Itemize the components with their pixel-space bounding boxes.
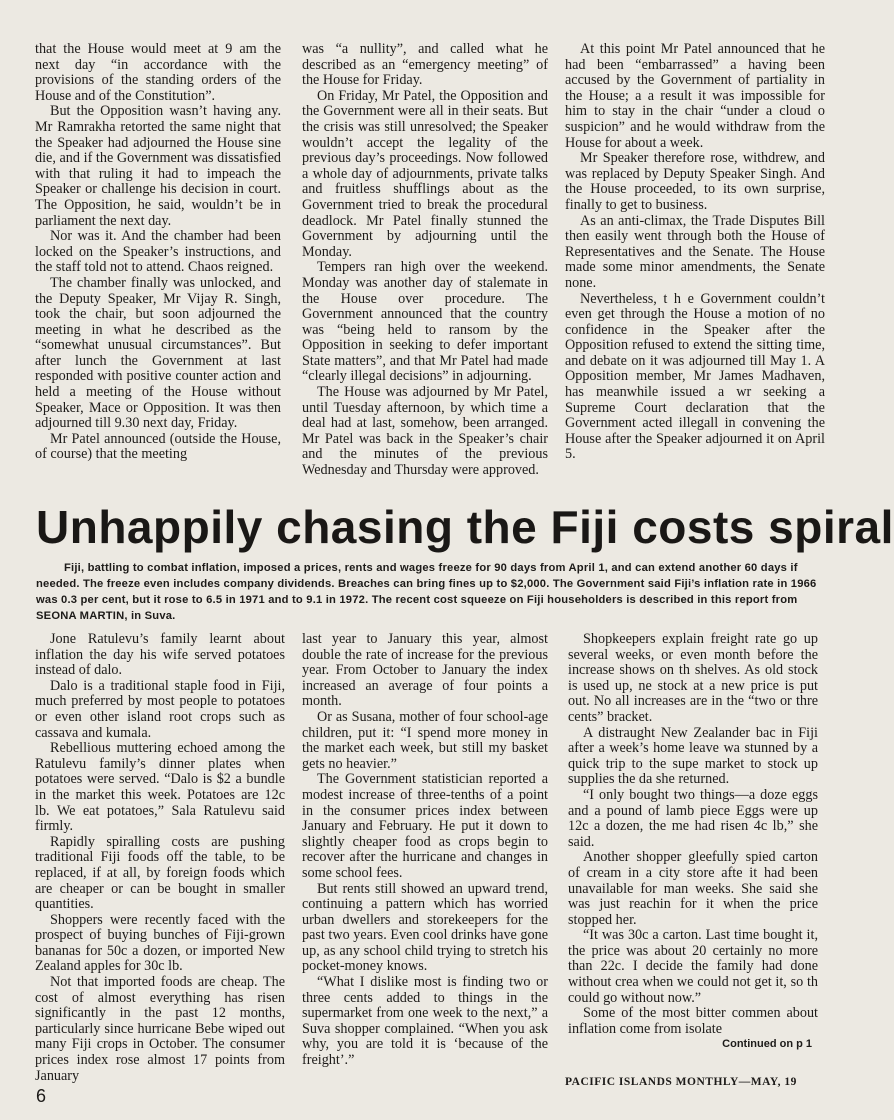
paragraph: that the House would meet at 9 am the next day “in accordance with the provisions of the standing orders of the House and of the Constitution”. — [35, 41, 281, 104]
paragraph: The chamber finally was unlocked, and the Deputy Speaker, Mr Vijay R. Singh, took the chair, but soon adjourned the meeting in what he described as the “somewhat unusual circumstances”. But after lunch the Government at last responded with positive counter action and held a meeting of the House without Speaker, Mace or Opposition. It was then adjourned till 9.30 next day, Friday. — [35, 274, 281, 432]
paragraph: At this point Mr Patel announced that he had been “embarrassed” a having been accused by the Government of partiality in the House; a a result it was impossible for him to stay in the chair “under a cloud o suspicion” and he would withdraw from the House for about a week. — [565, 41, 825, 151]
paragraph: Jone Ratulevu’s family learnt about inflation the day his wife served potatoes instead of dalo. — [35, 631, 285, 679]
article-main-column-2 — [302, 632, 548, 1069]
paragraph: “I only bought two things—a doze eggs and a pound of lamb piece Eggs were up 12c a dozen, the me had risen 4c lb,” she said. — [568, 786, 818, 850]
paragraph: Some of the most bitter commen about inflation come from isolate — [568, 1005, 818, 1037]
article-top-column-3 — [565, 42, 825, 463]
paragraph: Shoppers were recently faced with the prospect of buying bunches of Fiji-grown bananas for 50c a dozen, or imported New Zealand apples for 30c lb. — [35, 911, 285, 975]
paragraph: Dalo is a traditional staple food in Fiji, much preferred by most people to potatoes or even other island root crops such as cassava and kumala. — [35, 677, 285, 741]
paragraph: The Government statistician reported a modest increase of three-tenths of a point in the consumer prices index between January and February. He put it down to slightly cheaper food as crops begin to recover after the hurricane and changes in some school fees. — [302, 771, 548, 881]
article-main-column-3 — [568, 632, 818, 1053]
paragraph: last year to January this year, almost double the rate of increase for the previous year. From October to January the index increased an average of four points a month. — [302, 631, 548, 710]
article-top-column-2 — [302, 42, 548, 479]
paragraph: Nor was it. And the chamber had been locked on the Speaker’s instructions, and the staff told not to attend. Chaos reigned. — [35, 228, 281, 276]
publication-footer: PACIFIC ISLANDS MONTHLY—MAY, 19 — [565, 1076, 797, 1088]
page-number: 6 — [36, 1086, 47, 1106]
paragraph: “What I dislike most is finding two or three cents added to things in the supermarket from one week to the next,” a Suva shopper complained. “When you ask why, you are told it is ‘because of the freight’.” — [302, 974, 548, 1069]
paragraph: Another shopper gleefully spied carton of cream in a city store afte it had been unavailable for man weeks. She said she was just reachin for it when the price stopped her. — [568, 849, 818, 928]
standfirst — [36, 560, 826, 624]
paragraph: Rebellious muttering echoed among the Ratulevu family’s dinner plates when potatoes were served. “Dalo is $2 a bundle in the market this week. Potatoes are 12c lb. We eat potatoes,” Sala Ratulevu said firmly. — [35, 740, 285, 835]
paragraph: Mr Speaker therefore rose, withdrew, and was replaced by Deputy Speaker Singh. And the House proceeded, to its own surprise, finally to get to business. — [565, 150, 825, 213]
paragraph: As an anti-climax, the Trade Disputes Bill then easily went through both the House of Representatives and the Senate. The House made some minor amendments, the Senate none. — [565, 212, 825, 291]
paragraph: The House was adjourned by Mr Patel, until Tuesday afternoon, by which time a deal had at last, somehow, been arranged. Mr Patel was back in the Speaker’s chair and the minutes of the previous Wednesday and Thursday were approved. — [302, 384, 548, 479]
continued-note: Continued on p 1 — [722, 1038, 812, 1051]
paragraph: was “a nullity”, and called what he described as an “emergency meeting” of the House for Friday. — [302, 41, 548, 89]
paragraph: On Friday, Mr Patel, the Opposition and the Government were all in their seats. But the crisis was still unresolved; the Speaker wouldn’t accept the legality of the previous day’s proceedings. Now followed a whole day of adjournments, private talks and fruitless shufflings about as the Government tried to break the procedural deadlock. Mr Patel finally stunned the Government by adjourning until the Monday. — [302, 87, 548, 260]
paragraph: But the Opposition wasn’t having any. Mr Ramrakha retorted the same night that the Speaker had adjourned the House sine die, and if the Government was dissatisfied with that ruling it had to impeach the Speaker or challenge his decision in court. The Opposition, he said, wouldn’t be in parliament the next day. — [35, 103, 281, 229]
paragraph: A distraught New Zealander bac in Fiji after a week’s home leave wa stunned by a quick trip to the supe market to stock up supplies the da she returned. — [568, 724, 818, 788]
paragraph: But rents still showed an upward trend, continuing a pattern which has worried urban dwellers and storekeepers for the past two years. Even cool drinks have gone up, as any school child trying to stretch his pocket-money knows. — [302, 880, 548, 975]
standfirst-text: Fiji, battling to combat inflation, imposed a prices, rents and wages freeze for 90 days from April 1, and can extend another 60 days if needed. The freeze even includes company dividends. Breaches can bring fines up to $2,000. The Government said Fiji’s inflation rate in 1966 was 0.3 per cent, but it rose to 6.5 in 1971 and to 9.1 in 1972. The recent cost squeeze on Fiji householders is described in this report from SEONA MARTIN, in Suva. — [36, 562, 817, 622]
paragraph: Tempers ran high over the weekend. Monday was another day of stalemate in the House over procedure. The Government announced that the country was “being held to ransom by the Opposition in seeking to defer important State matters”, and that Mr Patel had made “clearly illegal decisions” in adjourning. — [302, 259, 548, 385]
paragraph: Mr Patel announced (outside the House, of course) that the meeting — [35, 430, 281, 463]
headline: Unhappily chasing the Fiji costs spiral — [36, 501, 894, 553]
paragraph: “It was 30c a carton. Last time bought it, the price was about 20 certainly no more than 22c. I decide the family had done without crea when we could not get it, so th could go without now.” — [568, 927, 818, 1006]
paragraph: Nevertheless, t h e Government couldn’t even get through the House a motion of no confidence in the Speaker after the Opposition refused to extend the sitting time, and debate on it was adjourned till May 1. A Opposition member, Mr James Madhaven, has meanwhile issued a wr seeking a Supreme Court declaration that the Government acted illegall in convening the House after the Speaker adjourned it on April 5. — [565, 290, 825, 463]
paragraph: Rapidly spiralling costs are pushing traditional Fiji foods off the table, to be replaced, if at all, by foreign foods which are cheaper or can be bought in smaller quantities. — [35, 833, 285, 913]
article-top-column-1 — [35, 42, 281, 463]
article-main-column-1 — [35, 632, 285, 1084]
paragraph: Or as Susana, mother of four school-age children, put it: “I spend more money in the market each week, but still my basket gets no heavier.” — [302, 708, 548, 772]
paragraph: Not that imported foods are cheap. The cost of almost everything has risen significantly in the past 12 months, particularly since hurricane Bebe wiped out many Fiji crops in October. The consumer prices index rose almost 17 points from January — [35, 974, 285, 1084]
paragraph: Shopkeepers explain freight rate go up several weeks, or even month before the increase shows on th shelves. As old stock is used up, ne stock at a new price is put out. No all increases are in the “two or thre cents” bracket. — [568, 631, 818, 725]
